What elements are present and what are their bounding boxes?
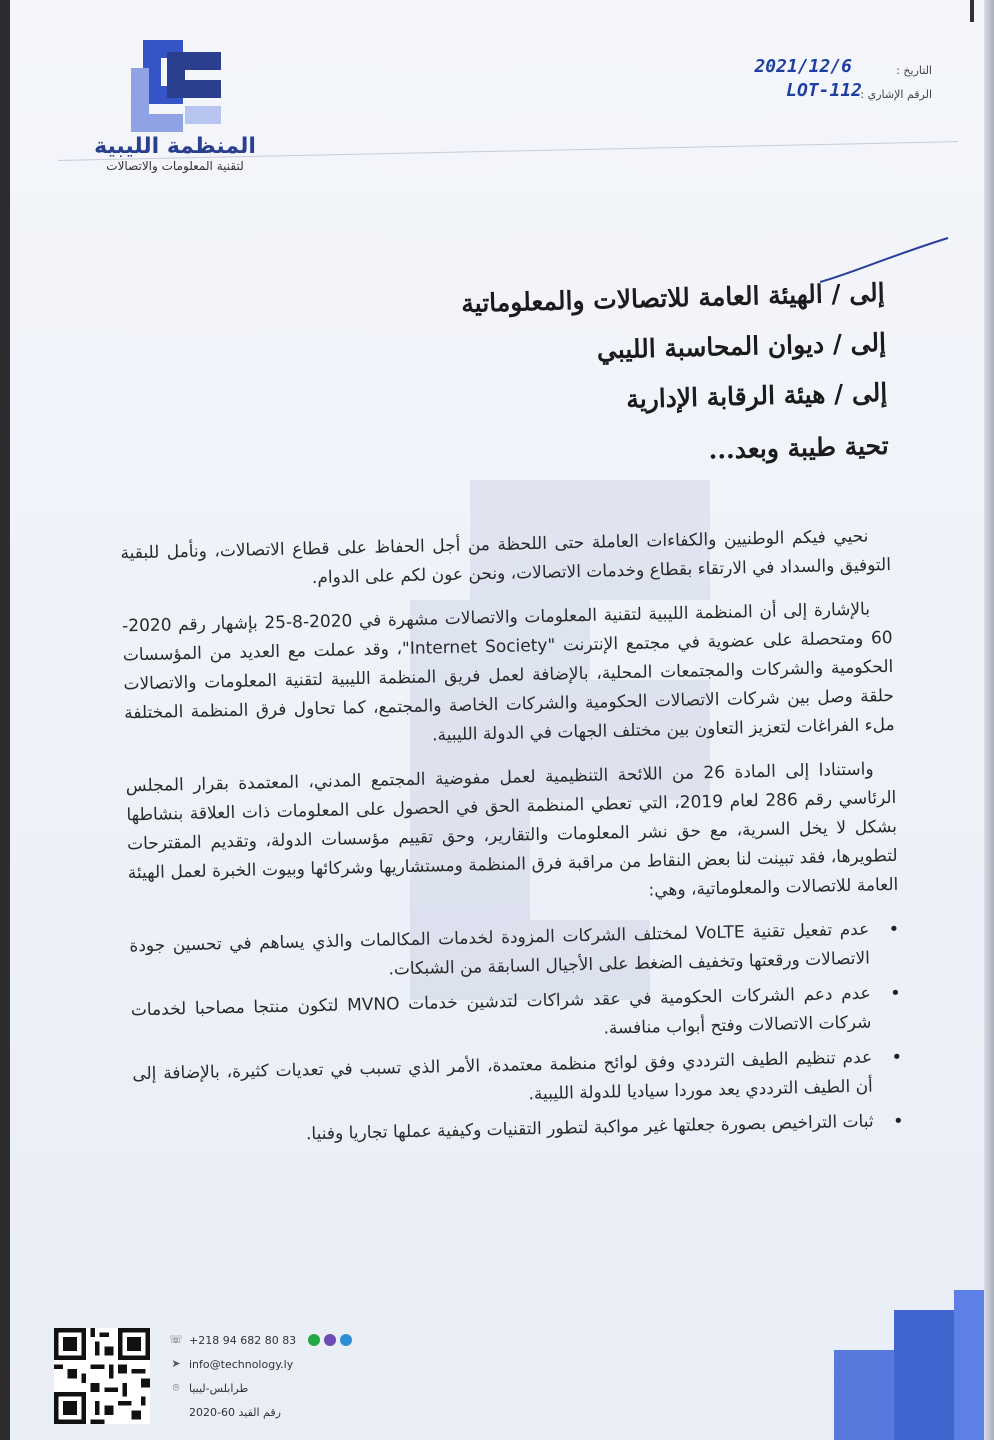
list-item: • عدم تنظيم الطيف الترددي وفق لوائح منظمة معتمدة، الأمر الذي تسبب في تعديات كثيرة، بالإضافة إلى أن الطيف الترددي يعد موردا سياديا للدولة الليبية. (132, 1044, 873, 1119)
email-row (169, 1352, 449, 1376)
background-edge (0, 0, 10, 1440)
recipient-line: إلى / ديوان المحاسبة الليبي (596, 327, 887, 365)
footer (54, 1328, 454, 1428)
body-paragraph: بالإشارة إلى أن المنظمة الليبية لتقنية المعلومات والاتصالات مشهرة في 2020-8-25 بإشهار رقم 2020-60 ومتحصلة على عضوية في مجتمع الإنترنت "Internet Society"، وقد عملت مع العديد من المؤسسات الحكومية والشركات والمجتمعات المحلية، بالإضافة لعمل فريق المنظمة الليبية لتقنية المعلومات والاتصالات حلقة وصل بين شركات الاتصالات الحكومية والشركات الخاصة والمجتمع، كما تحاول فرق المنظمة المختلفة ملء الفراغات لتعزيز التعاون بين مختلف الجهات في الدولة الليبية. (121, 599, 895, 746)
phone-number: +218 94 682 80 83 (189, 1333, 297, 1347)
registration-row (169, 1400, 449, 1424)
page-edge-shadow (984, 0, 994, 1440)
letter-meta (732, 58, 932, 106)
date-label: التاريخ : (896, 64, 932, 77)
social-icons (304, 1334, 352, 1346)
phone-row (169, 1328, 449, 1352)
recipients-block (324, 268, 889, 489)
email-address[interactable]: info@technology.ly (189, 1357, 294, 1371)
location-pin-icon: ⌾ (172, 1381, 180, 1394)
reference-label: الرقم الإشاري : (860, 88, 932, 101)
org-name: المنظمة الليبية (94, 134, 256, 159)
recipient-line: إلى / هيئة الرقابة الإدارية (625, 377, 888, 414)
whatsapp-icon[interactable] (308, 1334, 320, 1346)
recipient-line: إلى / الهيئة العامة للاتصالات والمعلوماتية (460, 277, 886, 319)
send-icon: ➤ (171, 1357, 181, 1370)
location-text: طرابلس-ليبيا (189, 1381, 249, 1395)
letter-page (10, 0, 994, 1440)
reference-row (732, 82, 932, 106)
phone-icon: ☏ (169, 1333, 183, 1346)
reference-value: LOT-112 (786, 80, 862, 101)
corner-decoration-icon (804, 1290, 994, 1440)
list-item: • عدم تفعيل تقنية VoLTE لمختلف الشركات المزودة لخدمات المكالمات والذي يساهم في تحسين جودة الاتصالات ورقعتها وتخفيف الضغط على الأجيال السابقة من الشبكات. (129, 916, 870, 991)
contact-info (169, 1328, 449, 1424)
observations-list (129, 915, 904, 1153)
body-paragraph: واستنادا إلى المادة 26 من اللائحة التنظيمية لعمل مفوضية المجتمع المدني، المعتمدة بقرار المجلس الرئاسي رقم 286 لعام 2019، التي تعطي المنظمة الحق في الحصول على المعلومات ذات العلاقة بنشاطها بشكل لا يخل السرية، مع حق نشر المعلومات والتقارير، وحق تقييم مؤسسات الدولة، وتقديم المقترحات لتطويرها، فقد تبينت لنا بعض النقاط من مراقبة فرق المنظمة ومستشاريها وشركائها وبيوت الخبرة لعمل الهيئة العامة للاتصالات والمعلوماتية، وهي: (125, 759, 899, 901)
viber-icon[interactable] (324, 1334, 336, 1346)
telegram-icon[interactable] (340, 1334, 352, 1346)
organization-logo (80, 40, 270, 173)
registration-number: رقم القيد 60-2020 (189, 1405, 281, 1419)
date-row (732, 58, 932, 82)
letter-body (120, 522, 904, 1159)
body-paragraph: نحيي فيكم الوطنيين والكفاءات العاملة حتى اللحظة من أجل الحفاظ على قطاع الاتصالات، ونأمل للبقية التوفيق والسداد في الارتقاء بقطاع وخدمات الاتصالات، ونحن عون لكم على الدوام. (120, 526, 892, 589)
list-item: • ثبات التراخيص بصورة جعلتها غير مواكبة لتطور التقنيات وكيفية عملها تجاريا وفنيا. (133, 1108, 873, 1154)
list-item: • عدم دعم الشركات الحكومية في عقد شراكات لتدشين خدمات MVNO لتكون منتجا مصاحبا لخدمات شركات الاتصالات وفتح أبواب منافسة. (131, 980, 872, 1055)
binder-clip (970, 0, 974, 22)
location-row (169, 1376, 449, 1400)
greeting: تحية طيبة وبعد... (708, 430, 890, 465)
org-subtitle: لتقنية المعلومات والاتصالات (106, 159, 244, 173)
qr-code-icon (54, 1328, 150, 1424)
date-value: 2021/12/6 (754, 56, 852, 77)
logo-mark-icon (125, 40, 225, 132)
